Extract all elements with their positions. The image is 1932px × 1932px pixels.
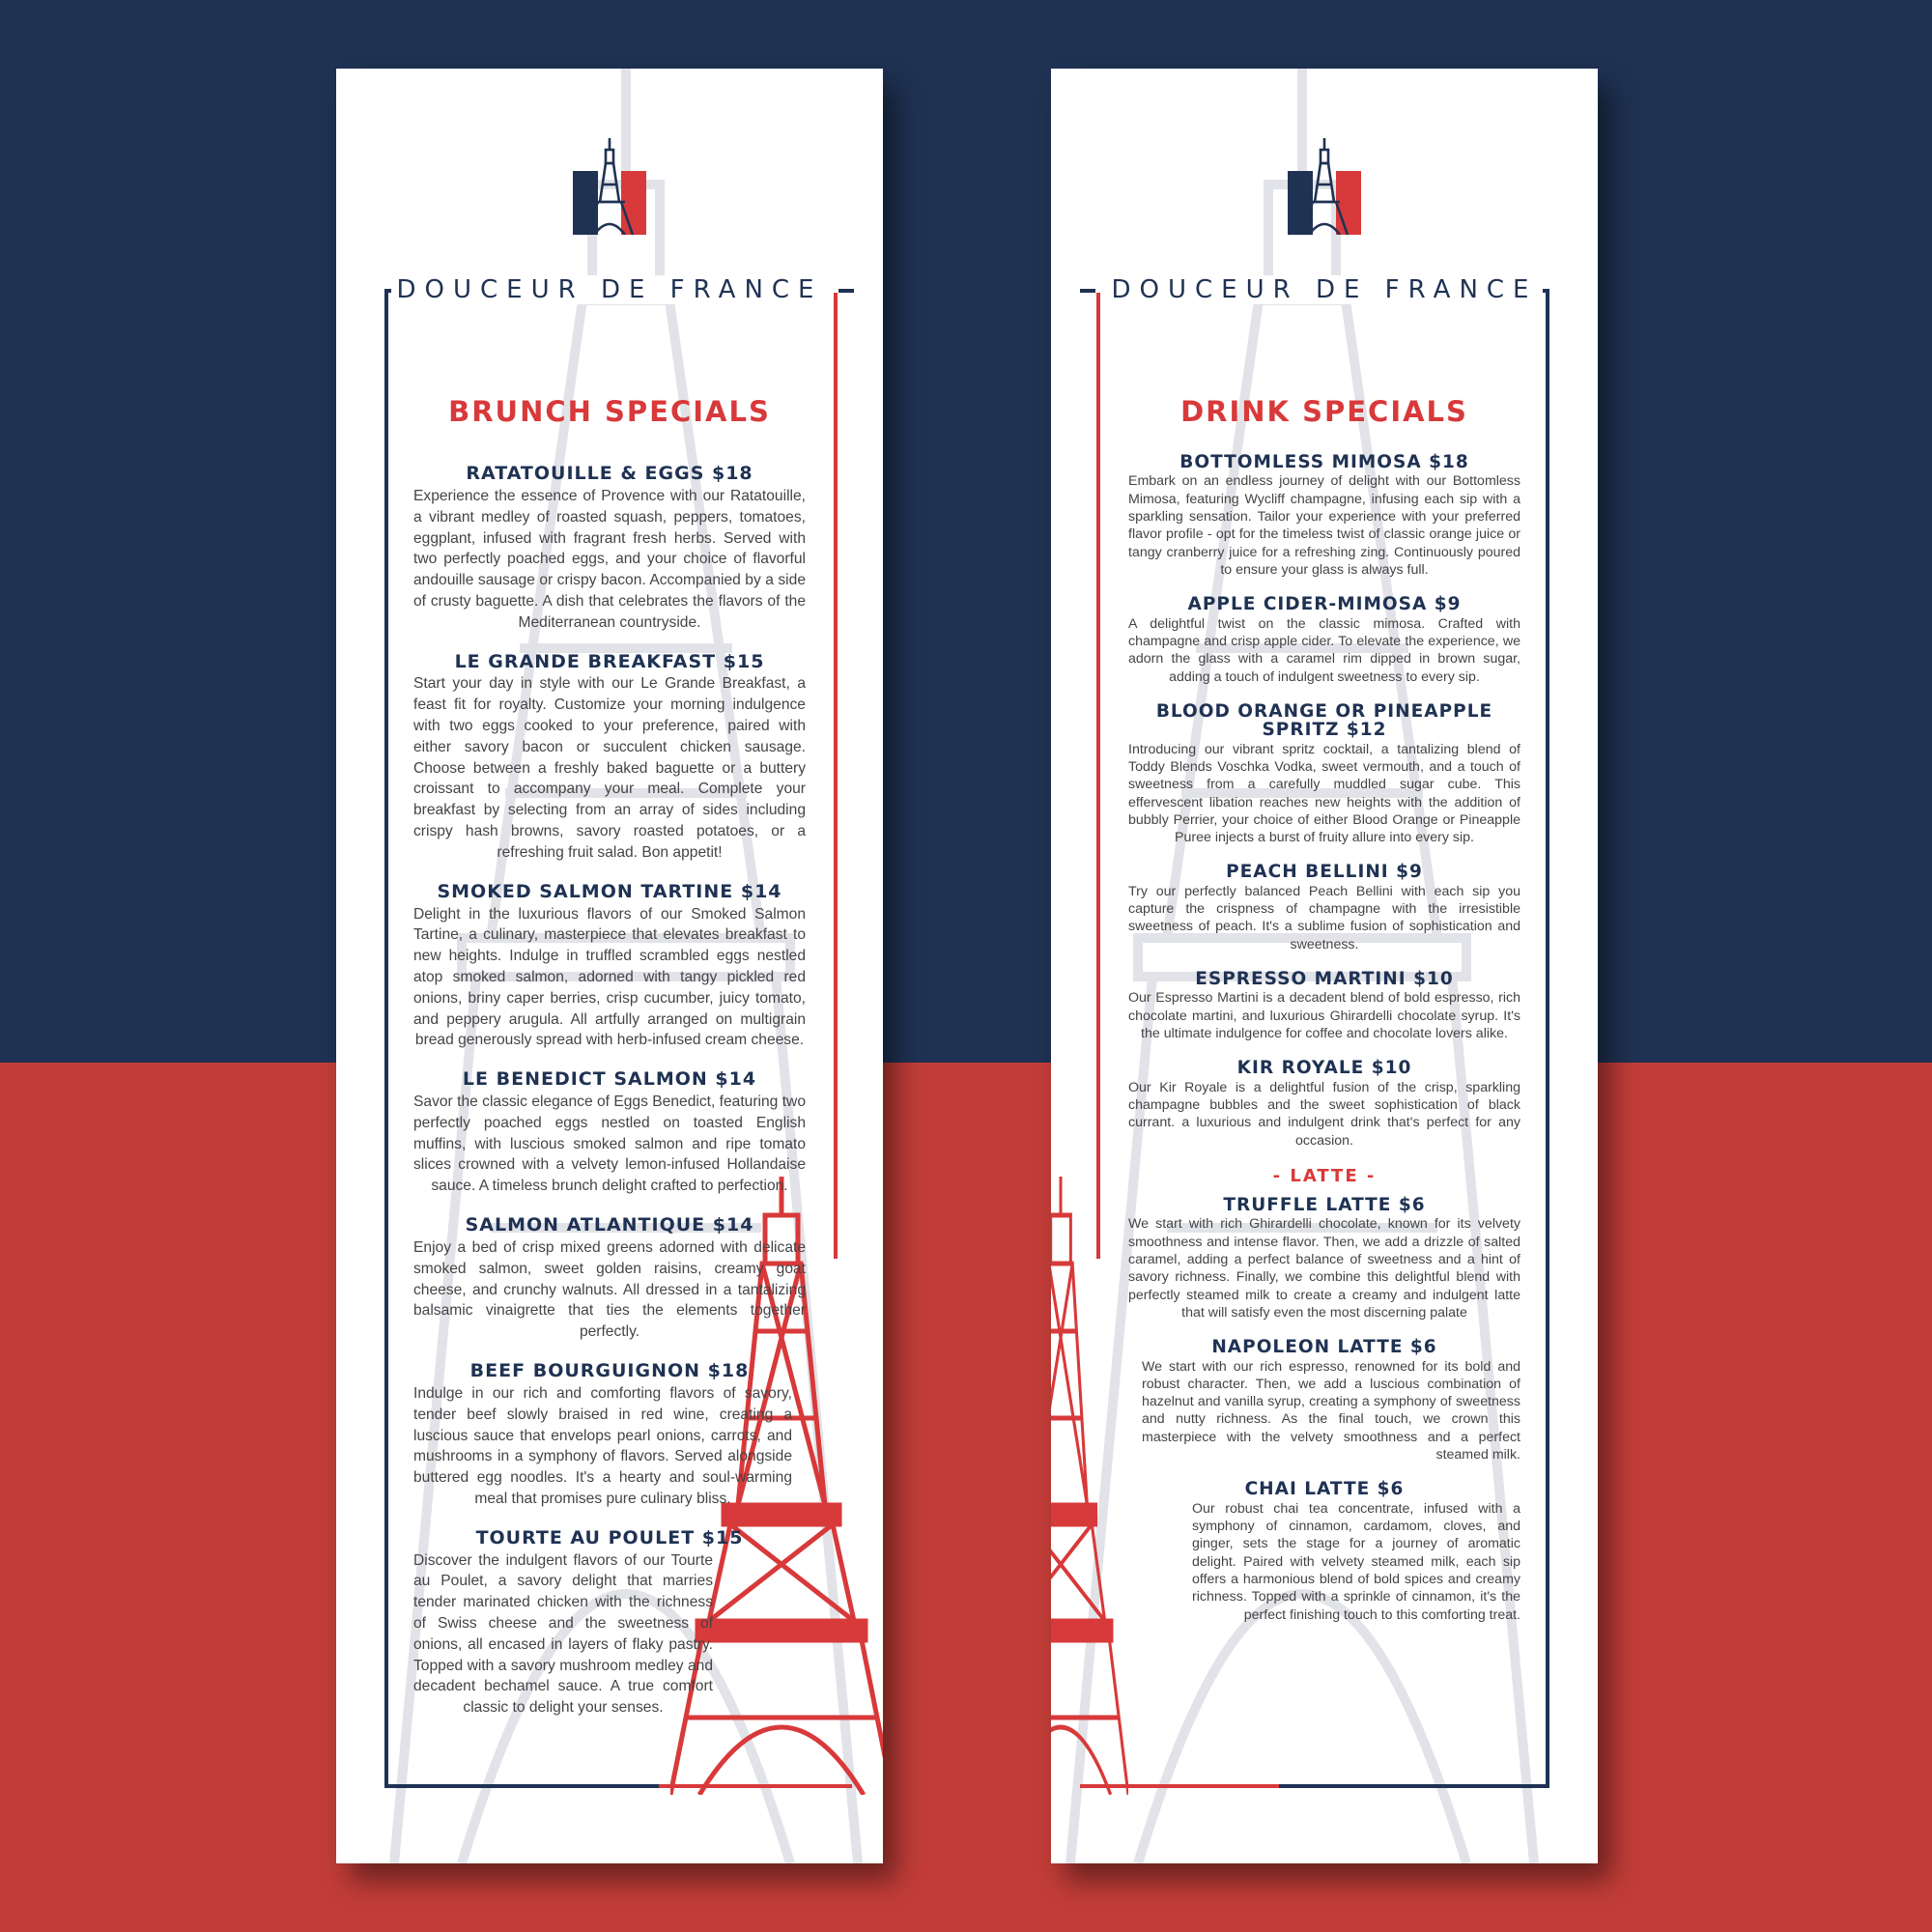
menu-item <box>413 1070 806 1197</box>
item-name: KIR ROYALE $10 <box>1236 1058 1412 1079</box>
drink-menu-card <box>1051 69 1598 1863</box>
drink-items-list <box>1128 453 1520 1640</box>
item-description: Delight in the luxurious flavors of our Smoked Salmon Tartine, a culinary, masterpiece that elevates breakfast to new heights. Indulge in truffled scrambled eggs nestled atop smoked salmon, adorned with tangy pickled red onions, briny caper berries, crisp cucumber, juicy tomato, and peppery arugula. All artfully arranged on multigrain bread generously spread with herb-infused cream cheese. <box>413 905 806 1049</box>
item-name: BEEF BOURGUIGNON $18 <box>469 1359 750 1381</box>
section-title-drinks: DRINK SPECIALS <box>1180 395 1468 428</box>
menu-item <box>1128 863 1520 953</box>
item-name: BLOOD ORANGE OR PINEAPPLE SPRITZ $12 <box>1155 700 1493 741</box>
menu-item <box>413 1359 806 1510</box>
menu-item <box>1128 1480 1520 1624</box>
item-description: Discover the indulgent flavors of our Tourte au Poulet, a savory delight that marries tender marinated chicken with the richness of Swiss cheese and the sweetness of onions, all encased in layers of flaky pastry. Topped with a savory mushroom medley and decadent bechamel sauce. A true comfort classic to delight your senses. <box>413 1551 713 1717</box>
menu-item <box>1128 970 1520 1042</box>
red-base-line <box>1080 1784 1279 1788</box>
menu-item <box>1128 1196 1520 1321</box>
brand-logo-eiffel-icon <box>573 138 646 235</box>
item-description: Our Espresso Martini is a decadent blend of bold espresso, rich chocolate martini, and luxurious Ghirardelli chocolate syrup. It's the ultimate indulgence for coffee and chocolate lovers alike. <box>1128 990 1520 1042</box>
item-name: LE GRANDE BREAKFAST $15 <box>454 650 765 672</box>
item-description: We start with rich Ghirardelli chocolate, known for its velvety smoothness and intense flavor. Then, we add a drizzle of salted caramel, adding a perfect balance of sweetness and a hint of savory richness. Finally, we combine this delightful blend with perfectly steamed milk to create a creamy and indulgent latte that will satisfy even the most discerning palate <box>1128 1216 1520 1321</box>
menu-item <box>1128 702 1520 847</box>
item-description: We start with our rich espresso, renowned for its bold and robust character. Then, we add a luscious combination of hazelnut and vanilla syrup, creating a symphony of sweetness and nutty richness. As the final touch, we crown this masterpiece with the velvety smoothness and a perfect steamed milk. <box>1142 1358 1520 1463</box>
frame-bottom-line <box>384 1784 660 1788</box>
item-description: Try our perfectly balanced Peach Bellini with each sip you capture the crispness of champagne with the irresistible sweetness of peach. It's a sublime fusion of sophistication and sweetness. <box>1128 883 1520 952</box>
brand-logo-eiffel-icon <box>1288 138 1361 235</box>
item-name: ESPRESSO MARTINI $10 <box>1195 969 1454 990</box>
menu-item <box>1128 453 1520 579</box>
item-name: TRUFFLE LATTE $6 <box>1223 1194 1426 1215</box>
item-description: Our Kir Royale is a delightful fusion of the crisp, sparkling champagne bubbles and the sweet sophistication of black currant. a luxurious and indulgent drink that's perfect for any occasion. <box>1128 1079 1520 1149</box>
item-name: NAPOLEON LATTE $6 <box>1211 1337 1437 1358</box>
menu-item <box>1128 1059 1520 1150</box>
section-title-brunch: BRUNCH SPECIALS <box>448 395 771 428</box>
item-name: SMOKED SALMON TARTINE $14 <box>437 880 782 902</box>
item-description: Start your day in style with our Le Grande Breakfast, a feast fit for royalty. Customize your morning indulgence with two eggs cooked to your preference, paired with either savory bacon or succulent chicken sausage. Choose between a freshly baked baguette or a buttery croissant to accompany your meal. Complete your breakfast by selecting from an array of sides including crispy hash browns, savory roasted potatoes, or a refreshing fruit salad. Bon appetit! <box>413 675 806 861</box>
menu-item <box>413 880 806 1052</box>
brunch-menu-card <box>336 69 883 1863</box>
item-name: RATATOUILLE & EGGS $18 <box>466 463 753 484</box>
menu-item <box>1128 595 1520 686</box>
menu-item <box>413 1526 806 1719</box>
red-divider-line <box>834 293 838 1259</box>
red-base-line <box>659 1784 852 1788</box>
item-description: Our robust chai tea concentrate, infused with a symphony of cinnamon, cardamom, cloves, and ginger, sets the stage for a journey of aromatic delight. Paired with velvety steamed milk, each sip offers a harmonious blend of bold spices and creamy richness. Topped with a sprinkle of cinnamon, it's the perfect finishing touch to this comforting treat. <box>1192 1500 1520 1623</box>
brand-name: DOUCEUR DE FRANCE <box>336 275 883 304</box>
item-name: SALMON ATLANTIQUE $14 <box>465 1214 754 1236</box>
latte-heading: - LATTE - <box>1272 1165 1377 1186</box>
item-description: Experience the essence of Provence with our Ratatouille, a vibrant medley of roasted squash, peppers, tomatoes, eggplant, infused with fragrant fresh herbs. Served with two perfectly poached eggs, and your choice of flavorful andouille sausage or crispy bacon. Accompanied by a side of crusty baguette. A dish that celebrates the flavors of the Mediterranean countryside. <box>413 487 806 631</box>
item-name: BOTTOMLESS MIMOSA $18 <box>1179 452 1469 472</box>
menu-item <box>413 1216 806 1343</box>
red-divider-line <box>1096 293 1100 1259</box>
item-description: Savor the classic elegance of Eggs Benedict, featuring two perfectly poached eggs nestled on toasted English muffins, with luscious smoked salmon and ripe tomato slices crowned with a velvety lemon-infused Hollandaise sauce. A timeless brunch delight crafted to perfection. <box>413 1094 806 1195</box>
item-description: Introducing our vibrant spritz cocktail, a tantalizing blend of Toddy Blends Voschka Vodka, sweet vermouth, and a touch of sweetness from a carefully muddled sugar cube. This effervescent libation reaches new heights with the addition of bubbly Perrier, your choice of either Blood Orange or Pineapple Puree injects a burst of fruity allure into every sip. <box>1128 741 1520 846</box>
item-name: PEACH BELLINI $9 <box>1226 862 1423 883</box>
menu-item <box>1128 1338 1520 1463</box>
menu-item <box>413 650 806 864</box>
item-description: Embark on an endless journey of delight with our Bottomless Mimosa, featuring Wycliff champagne, infusing each sip with a sparkling sensation. Tailor your experience with your preferred flavor profile - opt for the timeless twist of classic orange juice or tangy cranberry juice for a refreshing zing. Continuously poured to ensure your glass is always full. <box>1128 473 1520 578</box>
item-description: Indulge in our rich and comforting flavors of savory, tender beef slowly braised in red wine, creating a luscious sauce that envelops pearl onions, carrots, and mushrooms in a symphony of flavors. Served alongside buttered egg noodles. It's a hearty and soul-warming meal that promises pure culinary bliss. <box>413 1384 792 1507</box>
brand-name: DOUCEUR DE FRANCE <box>1051 275 1598 304</box>
item-name: TOURTE AU POULET $15 <box>475 1526 744 1548</box>
item-description: Enjoy a bed of crisp mixed greens adorned with delicate smoked salmon, sweet golden raisins, creamy goat cheese, and crunchy walnuts. All dressed in a tantalizing balsamic vinaigrette that ties the elements together perfectly. <box>413 1239 806 1341</box>
brunch-items-list <box>413 465 806 1738</box>
red-eiffel-tower-icon <box>1051 1177 1128 1795</box>
item-description: A delightful twist on the classic mimosa. Crafted with champagne and crisp apple cider. To elevate the experience, we adorn the glass with a caramel rim dipped in brown sugar, adding a touch of indulgent sweetness to every sip. <box>1128 615 1520 685</box>
item-name: CHAI LATTE $6 <box>1244 1479 1405 1500</box>
item-name: LE BENEDICT SALMON $14 <box>462 1068 757 1091</box>
item-name: APPLE CIDER-MIMOSA $9 <box>1187 594 1462 615</box>
menu-item <box>413 465 806 634</box>
background-red <box>0 1063 1932 1932</box>
